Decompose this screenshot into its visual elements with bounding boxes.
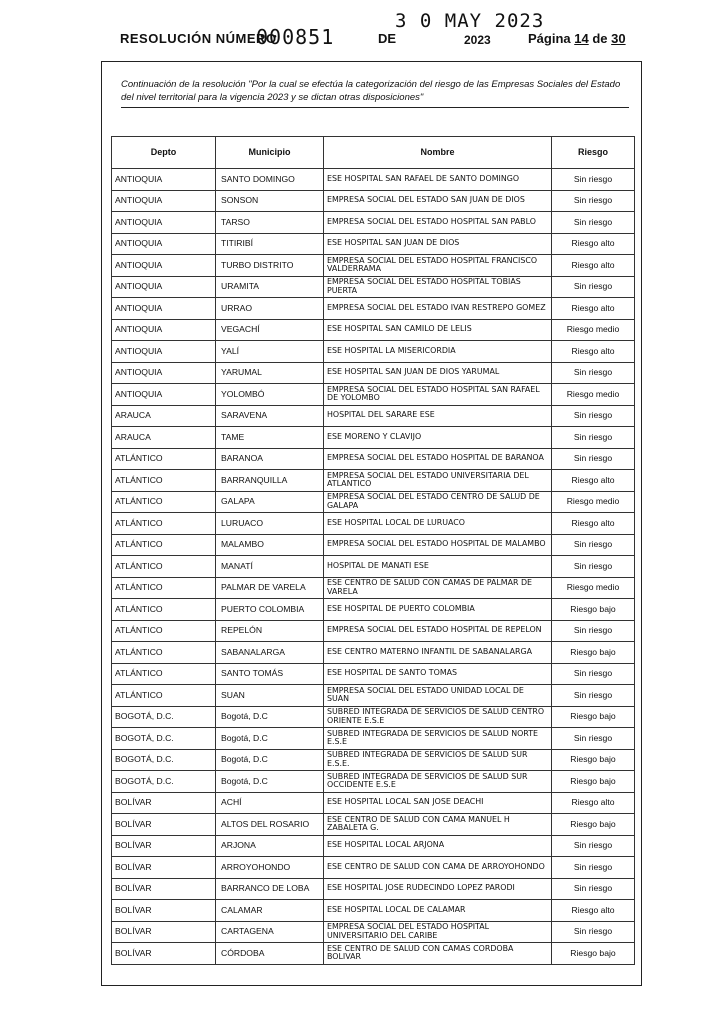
table-row	[112, 620, 635, 642]
cell-nombre: ESE CENTRO DE SALUD CON CAMAS CORDOBA BOLIVAR	[324, 943, 552, 965]
cell-nombre: ESE CENTRO DE SALUD CON CAMAS DE PALMAR DE VARELA	[324, 577, 552, 599]
column-header-municipio: Municipio	[216, 137, 324, 169]
table-row	[112, 298, 635, 320]
cell-depto: ANTIOQUIA	[112, 298, 216, 320]
cell-municipio: Bogotá, D.C	[216, 749, 324, 771]
cell-riesgo: Riesgo medio	[552, 319, 635, 341]
cell-depto: BOGOTÁ, D.C.	[112, 706, 216, 728]
cell-riesgo: Riesgo bajo	[552, 706, 635, 728]
table-row	[112, 470, 635, 492]
table-row	[112, 792, 635, 814]
table-row	[112, 276, 635, 298]
cell-riesgo: Riesgo alto	[552, 513, 635, 535]
cell-depto: ANTIOQUIA	[112, 362, 216, 384]
cell-depto: BOLÍVAR	[112, 900, 216, 922]
cell-depto: ANTIOQUIA	[112, 233, 216, 255]
cell-municipio: ALTOS DEL ROSARIO	[216, 814, 324, 836]
cell-riesgo: Sin riesgo	[552, 878, 635, 900]
table-row	[112, 749, 635, 771]
table-row	[112, 169, 635, 191]
cell-municipio: URRAO	[216, 298, 324, 320]
cell-riesgo: Riesgo bajo	[552, 943, 635, 965]
cell-municipio: Bogotá, D.C	[216, 706, 324, 728]
table-row	[112, 255, 635, 277]
cell-nombre: SUBRED INTEGRADA DE SERVICIOS DE SALUD CENTRO ORIENTE E.S.E	[324, 706, 552, 728]
cell-depto: BOGOTÁ, D.C.	[112, 749, 216, 771]
table-header-row	[112, 137, 635, 169]
cell-depto: ANTIOQUIA	[112, 212, 216, 234]
resolucion-label: RESOLUCIÓN NÚMERO	[120, 31, 277, 46]
cell-nombre: EMPRESA SOCIAL DEL ESTADO CENTRO DE SALUD DE GALAPA	[324, 491, 552, 513]
cell-riesgo: Riesgo bajo	[552, 771, 635, 793]
page-sep: de	[592, 31, 608, 46]
cell-riesgo: Sin riesgo	[552, 362, 635, 384]
cell-nombre: SUBRED INTEGRADA DE SERVICIOS DE SALUD SUR E.S.E.	[324, 749, 552, 771]
cell-municipio: SANTO TOMÁS	[216, 663, 324, 685]
cell-riesgo: Sin riesgo	[552, 728, 635, 750]
cell-depto: ARAUCA	[112, 405, 216, 427]
table-row	[112, 599, 635, 621]
cell-riesgo: Sin riesgo	[552, 427, 635, 449]
cell-municipio: SONSON	[216, 190, 324, 212]
cell-nombre: ESE HOSPITAL LOCAL DE CALAMAR	[324, 900, 552, 922]
cell-depto: BOGOTÁ, D.C.	[112, 771, 216, 793]
cell-depto: ATLÁNTICO	[112, 470, 216, 492]
table-row	[112, 771, 635, 793]
cell-municipio: BARANOA	[216, 448, 324, 470]
cell-riesgo: Sin riesgo	[552, 685, 635, 707]
cell-riesgo: Sin riesgo	[552, 663, 635, 685]
cell-nombre: ESE HOSPITAL SAN CAMILO DE LELIS	[324, 319, 552, 341]
table-row	[112, 835, 635, 857]
cell-depto: BOGOTÁ, D.C.	[112, 728, 216, 750]
cell-nombre: ESE HOSPITAL JOSE RUDECINDO LOPEZ PARODI	[324, 878, 552, 900]
cell-riesgo: Sin riesgo	[552, 276, 635, 298]
page-current: 14	[574, 31, 589, 46]
cell-riesgo: Sin riesgo	[552, 190, 635, 212]
table-row	[112, 384, 635, 406]
cell-municipio: TURBO DISTRITO	[216, 255, 324, 277]
table-row	[112, 900, 635, 922]
cell-riesgo: Riesgo alto	[552, 255, 635, 277]
cell-nombre: EMPRESA SOCIAL DEL ESTADO IVAN RESTREPO GOMEZ	[324, 298, 552, 320]
table-row	[112, 427, 635, 449]
cell-riesgo: Riesgo alto	[552, 792, 635, 814]
cell-riesgo: Sin riesgo	[552, 169, 635, 191]
cell-riesgo: Sin riesgo	[552, 556, 635, 578]
cell-depto: ATLÁNTICO	[112, 642, 216, 664]
cell-riesgo: Riesgo medio	[552, 577, 635, 599]
cell-riesgo: Riesgo alto	[552, 900, 635, 922]
page-label: Página	[528, 31, 571, 46]
table-row	[112, 491, 635, 513]
cell-depto: ATLÁNTICO	[112, 534, 216, 556]
table-row	[112, 448, 635, 470]
column-header-nombre: Nombre	[324, 137, 552, 169]
cell-riesgo: Riesgo alto	[552, 470, 635, 492]
cell-municipio: SARAVENA	[216, 405, 324, 427]
cell-depto: BOLÍVAR	[112, 921, 216, 943]
cell-depto: ATLÁNTICO	[112, 685, 216, 707]
cell-municipio: TAME	[216, 427, 324, 449]
cell-nombre: ESE HOSPITAL SAN JUAN DE DIOS YARUMAL	[324, 362, 552, 384]
cell-nombre: HOSPITAL DE MANATI ESE	[324, 556, 552, 578]
cell-nombre: SUBRED INTEGRADA DE SERVICIOS DE SALUD SUR OCCIDENTE E.S.E	[324, 771, 552, 793]
page-indicator	[528, 31, 626, 46]
cell-depto: BOLÍVAR	[112, 835, 216, 857]
cell-municipio: GALAPA	[216, 491, 324, 513]
table-row	[112, 728, 635, 750]
cell-nombre: EMPRESA SOCIAL DEL ESTADO UNIDAD LOCAL DE SUAN	[324, 685, 552, 707]
table-row	[112, 513, 635, 535]
table-row	[112, 642, 635, 664]
cell-municipio: REPELÓN	[216, 620, 324, 642]
cell-nombre: ESE HOSPITAL SAN RAFAEL DE SANTO DOMINGO	[324, 169, 552, 191]
resolucion-number: 000851	[256, 25, 335, 49]
table-row	[112, 405, 635, 427]
cell-municipio: CALAMAR	[216, 900, 324, 922]
table-row	[112, 857, 635, 879]
cell-municipio: BARRANQUILLA	[216, 470, 324, 492]
cell-municipio: PUERTO COLOMBIA	[216, 599, 324, 621]
cell-depto: ANTIOQUIA	[112, 384, 216, 406]
cell-municipio: BARRANCO DE LOBA	[216, 878, 324, 900]
page-header	[0, 0, 722, 60]
cell-nombre: SUBRED INTEGRADA DE SERVICIOS DE SALUD NORTE E.S.E	[324, 728, 552, 750]
cell-nombre: ESE MORENO Y CLAVIJO	[324, 427, 552, 449]
cell-nombre: HOSPITAL DEL SARARE ESE	[324, 405, 552, 427]
cell-riesgo: Riesgo bajo	[552, 642, 635, 664]
cell-nombre: ESE HOSPITAL LOCAL SAN JOSE DEACHI	[324, 792, 552, 814]
cell-riesgo: Sin riesgo	[552, 921, 635, 943]
cell-depto: ATLÁNTICO	[112, 663, 216, 685]
cell-nombre: EMPRESA SOCIAL DEL ESTADO HOSPITAL UNIVERSITARIO DEL CARIBE	[324, 921, 552, 943]
cell-riesgo: Riesgo alto	[552, 298, 635, 320]
cell-riesgo: Riesgo alto	[552, 233, 635, 255]
de-label: DE	[378, 31, 397, 46]
table-row	[112, 556, 635, 578]
cell-municipio: SANTO DOMINGO	[216, 169, 324, 191]
cell-nombre: ESE HOSPITAL LA MISERICORDIA	[324, 341, 552, 363]
cell-nombre: EMPRESA SOCIAL DEL ESTADO HOSPITAL DE MALAMBO	[324, 534, 552, 556]
page-total: 30	[611, 31, 626, 46]
cell-nombre: ESE CENTRO MATERNO INFANTIL DE SABANALARGA	[324, 642, 552, 664]
cell-depto: ATLÁNTICO	[112, 491, 216, 513]
column-header-riesgo: Riesgo	[552, 137, 635, 169]
cell-nombre: EMPRESA SOCIAL DEL ESTADO HOSPITAL SAN RAFAEL DE YOLOMBO	[324, 384, 552, 406]
cell-riesgo: Riesgo bajo	[552, 749, 635, 771]
table-row	[112, 212, 635, 234]
cell-nombre: ESE HOSPITAL DE PUERTO COLOMBIA	[324, 599, 552, 621]
table-row	[112, 878, 635, 900]
cell-municipio: PALMAR DE VARELA	[216, 577, 324, 599]
intro-divider	[121, 107, 629, 108]
cell-depto: ANTIOQUIA	[112, 319, 216, 341]
cell-nombre: EMPRESA SOCIAL DEL ESTADO SAN JUAN DE DIOS	[324, 190, 552, 212]
cell-riesgo: Sin riesgo	[552, 212, 635, 234]
cell-riesgo: Sin riesgo	[552, 534, 635, 556]
cell-depto: ATLÁNTICO	[112, 599, 216, 621]
cell-depto: ANTIOQUIA	[112, 169, 216, 191]
cell-depto: ATLÁNTICO	[112, 448, 216, 470]
cell-nombre: EMPRESA SOCIAL DEL ESTADO HOSPITAL DE BARANOA	[324, 448, 552, 470]
cell-riesgo: Sin riesgo	[552, 448, 635, 470]
cell-nombre: EMPRESA SOCIAL DEL ESTADO HOSPITAL DE REPELON	[324, 620, 552, 642]
cell-municipio: CARTAGENA	[216, 921, 324, 943]
table-row	[112, 685, 635, 707]
cell-municipio: YARUMAL	[216, 362, 324, 384]
cell-nombre: ESE HOSPITAL SAN JUAN DE DIOS	[324, 233, 552, 255]
cell-riesgo: Riesgo alto	[552, 341, 635, 363]
cell-riesgo: Riesgo bajo	[552, 599, 635, 621]
cell-depto: ANTIOQUIA	[112, 190, 216, 212]
cell-municipio: CÓRDOBA	[216, 943, 324, 965]
cell-nombre: EMPRESA SOCIAL DEL ESTADO HOSPITAL TOBIAS PUERTA	[324, 276, 552, 298]
risk-table	[111, 136, 635, 965]
cell-depto: BOLÍVAR	[112, 814, 216, 836]
cell-riesgo: Riesgo medio	[552, 491, 635, 513]
cell-depto: ATLÁNTICO	[112, 577, 216, 599]
cell-depto: ATLÁNTICO	[112, 513, 216, 535]
cell-municipio: YOLOMBÓ	[216, 384, 324, 406]
cell-depto: BOLÍVAR	[112, 792, 216, 814]
cell-nombre: EMPRESA SOCIAL DEL ESTADO HOSPITAL SAN PABLO	[324, 212, 552, 234]
cell-riesgo: Sin riesgo	[552, 405, 635, 427]
cell-nombre: ESE HOSPITAL DE SANTO TOMAS	[324, 663, 552, 685]
cell-depto: ARAUCA	[112, 427, 216, 449]
date-stamp: 3 0 MAY 2023	[395, 10, 545, 32]
cell-depto: BOLÍVAR	[112, 857, 216, 879]
table-row	[112, 663, 635, 685]
cell-riesgo: Sin riesgo	[552, 857, 635, 879]
column-header-depto: Depto	[112, 137, 216, 169]
cell-municipio: SABANALARGA	[216, 642, 324, 664]
cell-municipio: URAMITA	[216, 276, 324, 298]
cell-municipio: YALÍ	[216, 341, 324, 363]
table-row	[112, 341, 635, 363]
cell-municipio: ARJONA	[216, 835, 324, 857]
cell-nombre: ESE CENTRO DE SALUD CON CAMA MANUEL H ZABALETA G.	[324, 814, 552, 836]
cell-municipio: ARROYOHONDO	[216, 857, 324, 879]
cell-depto: ANTIOQUIA	[112, 276, 216, 298]
cell-municipio: TITIRIBÍ	[216, 233, 324, 255]
cell-nombre: ESE CENTRO DE SALUD CON CAMA DE ARROYOHONDO	[324, 857, 552, 879]
cell-municipio: Bogotá, D.C	[216, 728, 324, 750]
cell-depto: ANTIOQUIA	[112, 341, 216, 363]
year-label: 2023	[464, 33, 491, 47]
table-row	[112, 319, 635, 341]
cell-depto: BOLÍVAR	[112, 878, 216, 900]
table-row	[112, 921, 635, 943]
table-row	[112, 190, 635, 212]
cell-riesgo: Sin riesgo	[552, 835, 635, 857]
intro-text: Continuación de la resolución "Por la cual se efectúa la categorización del riesgo de las Empresas Sociales del Estado del nivel territorial para la vigencia 2023 y se dictan otras disposiciones"	[121, 79, 621, 103]
cell-nombre: ESE HOSPITAL LOCAL DE LURUACO	[324, 513, 552, 535]
cell-depto: ATLÁNTICO	[112, 556, 216, 578]
table-row	[112, 534, 635, 556]
table-row	[112, 706, 635, 728]
cell-riesgo: Riesgo bajo	[552, 814, 635, 836]
table-row	[112, 943, 635, 965]
cell-municipio: Bogotá, D.C	[216, 771, 324, 793]
cell-riesgo: Sin riesgo	[552, 620, 635, 642]
cell-municipio: LURUACO	[216, 513, 324, 535]
table-row	[112, 362, 635, 384]
cell-depto: ATLÁNTICO	[112, 620, 216, 642]
cell-depto: BOLÍVAR	[112, 943, 216, 965]
cell-riesgo: Riesgo medio	[552, 384, 635, 406]
cell-municipio: ACHÍ	[216, 792, 324, 814]
cell-municipio: TARSO	[216, 212, 324, 234]
cell-municipio: MALAMBO	[216, 534, 324, 556]
cell-nombre: ESE HOSPITAL LOCAL ARJONA	[324, 835, 552, 857]
table-row	[112, 577, 635, 599]
table-row	[112, 814, 635, 836]
table-row	[112, 233, 635, 255]
cell-municipio: VEGACHÍ	[216, 319, 324, 341]
cell-municipio: MANATÍ	[216, 556, 324, 578]
cell-depto: ANTIOQUIA	[112, 255, 216, 277]
cell-nombre: EMPRESA SOCIAL DEL ESTADO HOSPITAL FRANCISCO VALDERRAMA	[324, 255, 552, 277]
cell-nombre: EMPRESA SOCIAL DEL ESTADO UNIVERSITARIA DEL ATLANTICO	[324, 470, 552, 492]
cell-municipio: SUAN	[216, 685, 324, 707]
